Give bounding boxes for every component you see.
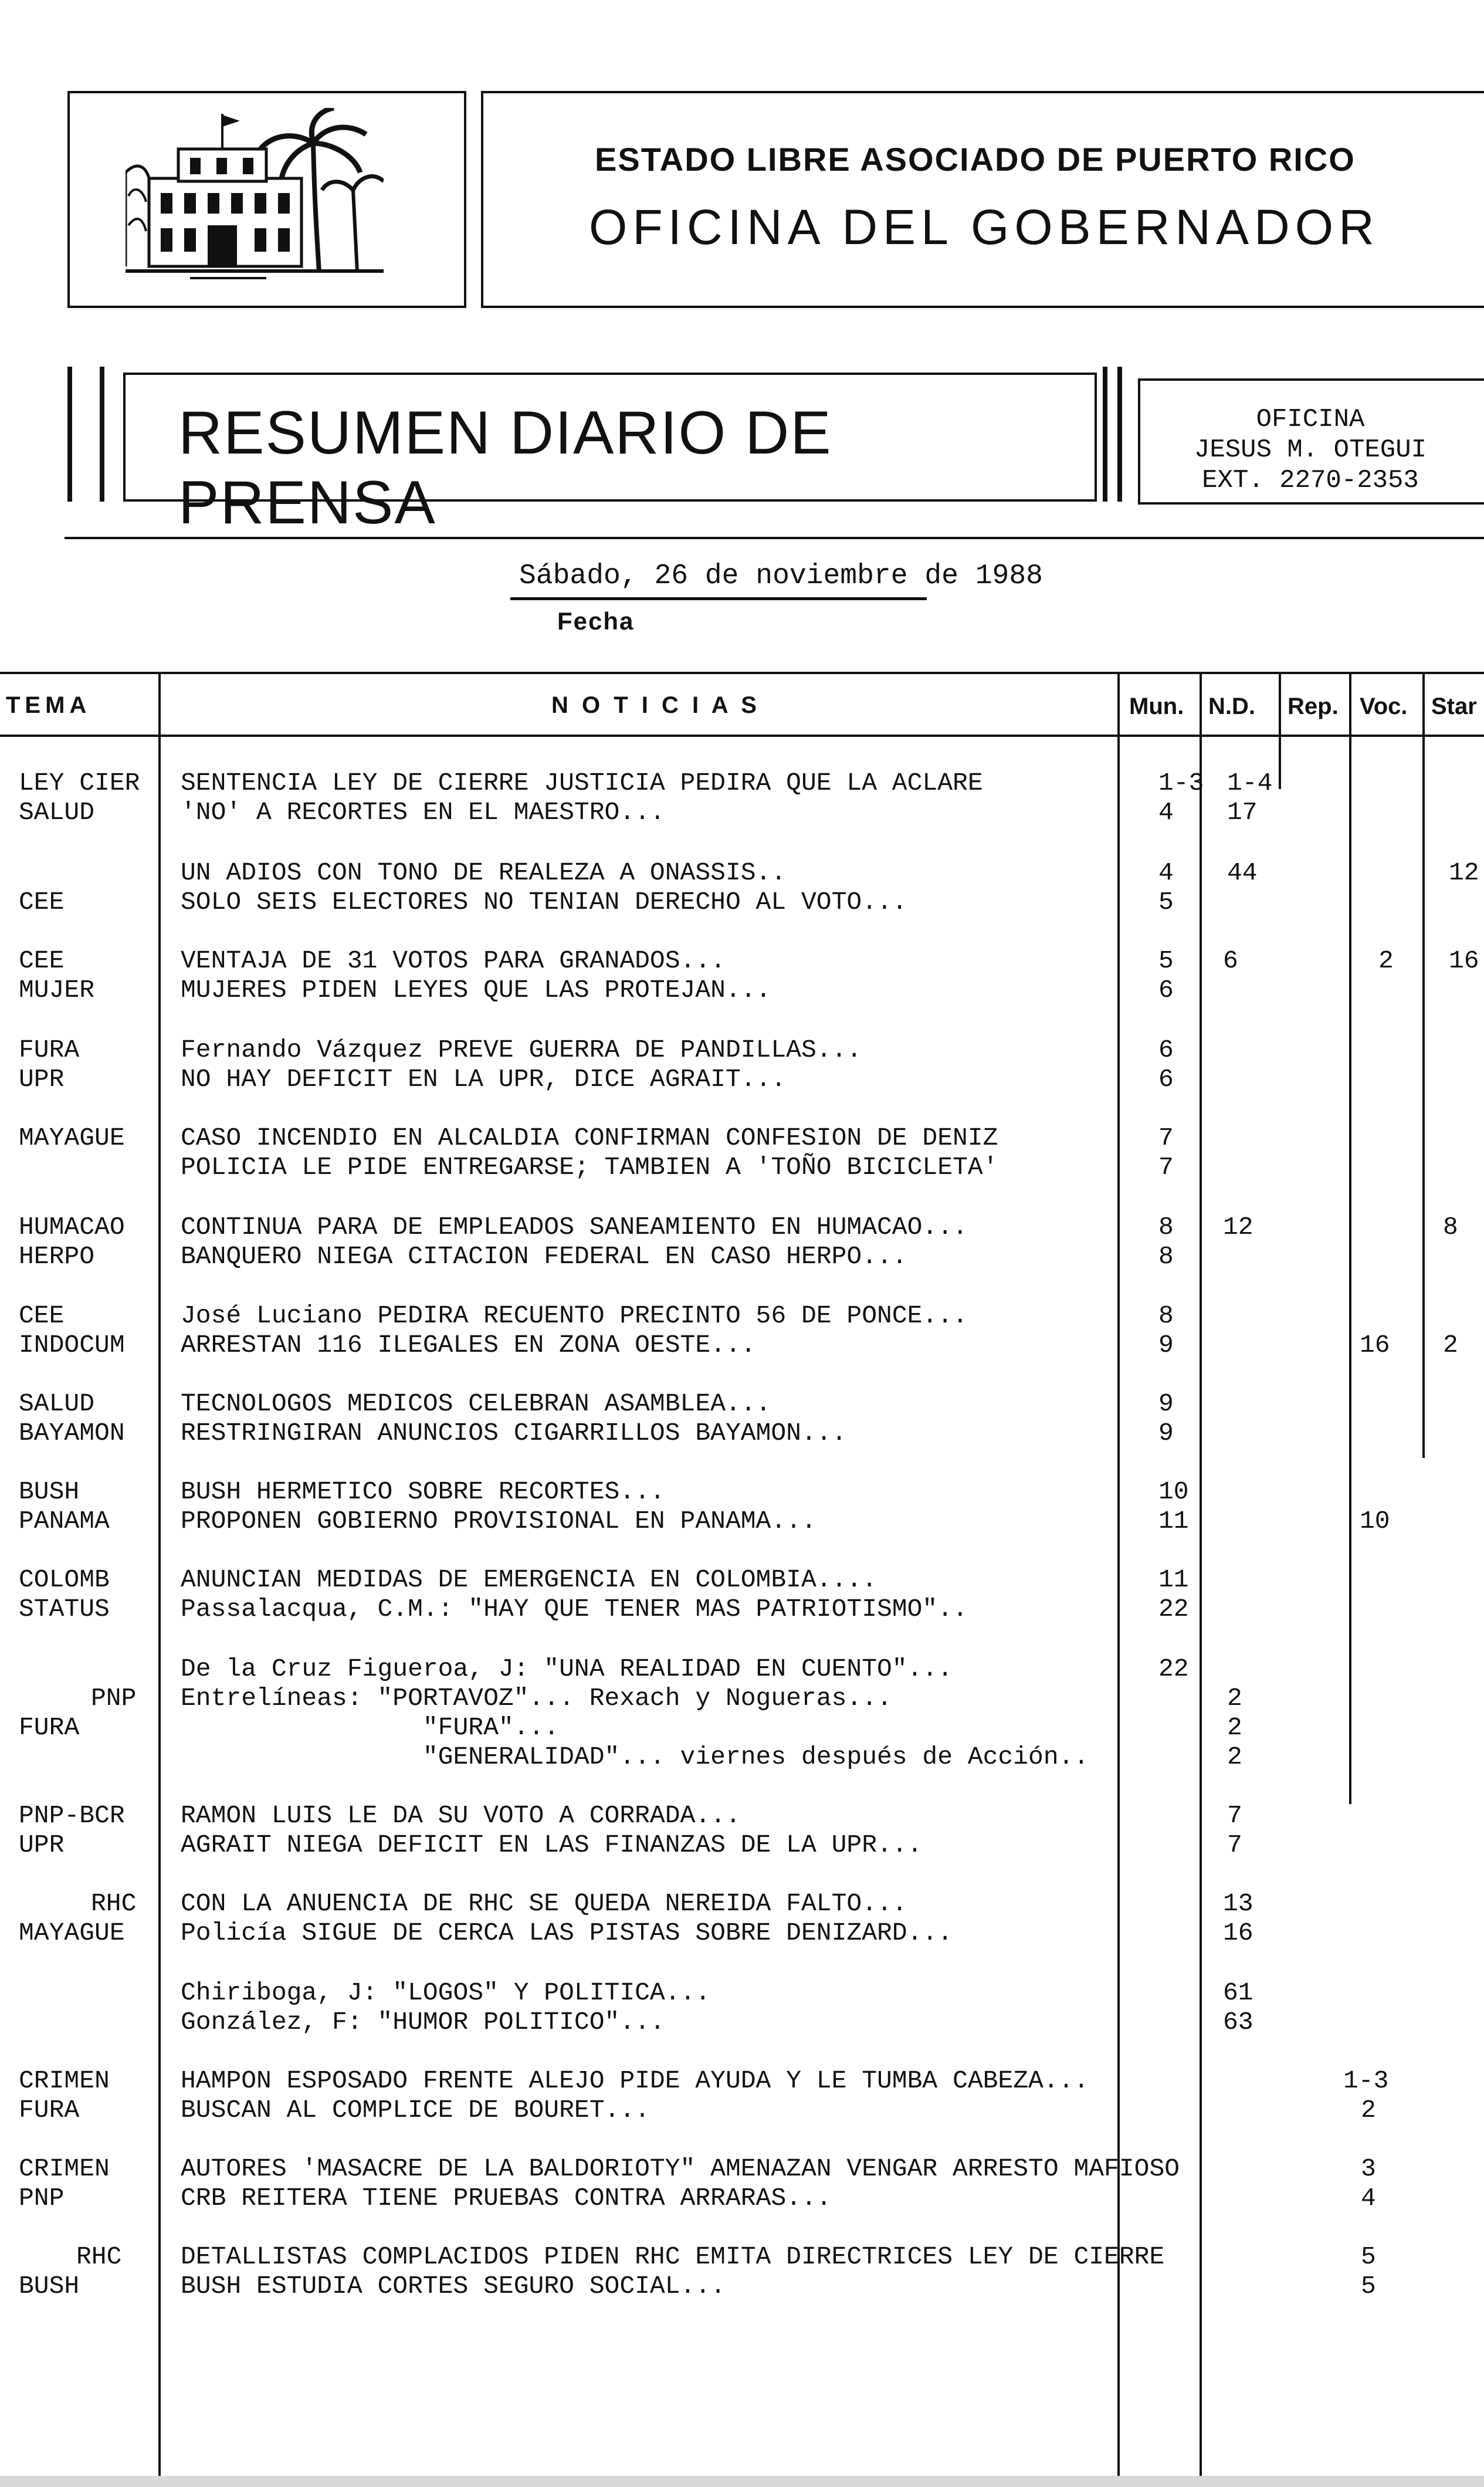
row-tema: UPR [19, 1065, 65, 1094]
table-row [0, 1507, 1484, 1536]
table-row [0, 946, 1484, 976]
row-nd: 12 [1223, 1213, 1253, 1241]
la-fortaleza-logo [126, 108, 384, 284]
row-voc: 10 [1360, 1507, 1390, 1535]
row-news: BANQUERO NIEGA CITACION FEDERAL EN CASO HERPO... [181, 1242, 907, 1271]
row-tema: STATUS [19, 1595, 110, 1623]
row-nd: 2 [1227, 1684, 1242, 1713]
row-mun: 7 [1158, 1153, 1174, 1182]
table-row [0, 1565, 1484, 1595]
row-tema: RHC [76, 2242, 122, 2271]
table-top-border [0, 672, 1484, 674]
row-nd: 17 [1227, 798, 1258, 827]
row-news: BUSCAN AL COMPLICE DE BOURET... [181, 2096, 650, 2124]
row-news: Entrelíneas: "PORTAVOZ"... Rexach y Nogueras... [181, 1684, 892, 1713]
row-tema: CEE [19, 1301, 65, 1330]
row-voc: 2 [1361, 2096, 1376, 2124]
table-row [0, 2272, 1484, 2301]
row-tema: FURA [19, 2096, 80, 2124]
row-voc: 5 [1361, 2242, 1376, 2271]
row-news: González, F: "HUMOR POLITICO"... [181, 2008, 665, 2036]
column-header-tema: TEMA [6, 692, 92, 718]
office-contact-box [1138, 378, 1484, 505]
logo-box [67, 91, 466, 308]
row-tema: PNP [91, 1684, 137, 1713]
government-name: ESTADO LIBRE ASOCIADO DE PUERTO RICO [595, 141, 1356, 178]
report-date: Sábado, 26 de noviembre de 1988 [519, 560, 1043, 592]
row-news: "FURA"... [181, 1713, 560, 1742]
row-tema: BUSH [19, 2272, 80, 2300]
row-mun: 5 [1158, 946, 1174, 975]
row-tema: HUMACAO [19, 1213, 125, 1241]
row-news: AUTORES 'MASACRE DE LA BALDORIOTY" AMENAZAN VENGAR ARRESTO MAFIOSO [181, 2154, 1180, 2183]
row-mun: 5 [1158, 888, 1174, 916]
row-tema: FURA [19, 1036, 80, 1064]
row-news: Chiriboga, J: "LOGOS" Y POLITICA... [181, 1978, 711, 2007]
row-news: De la Cruz Figueroa, J: "UNA REALIDAD EN CUENTO"... [181, 1654, 953, 1683]
title-box [123, 373, 1097, 537]
row-mun: 6 [1158, 1036, 1174, 1064]
table-row [0, 2008, 1484, 2037]
table-row [0, 1654, 1484, 1684]
table-row [0, 1918, 1484, 1948]
table-header-bottom-border [0, 735, 1484, 737]
row-tema: MUJER [19, 976, 95, 1004]
row-mun: 11 [1158, 1507, 1189, 1535]
title-border-left-b [100, 367, 104, 502]
page-title: RESUMEN DIARIO DE PRENSA [178, 399, 832, 537]
row-nd: 6 [1223, 946, 1238, 975]
table-row [0, 858, 1484, 888]
row-mun: 9 [1158, 1389, 1174, 1418]
table-row [0, 2096, 1484, 2125]
table-row [0, 976, 1484, 1005]
row-news: "GENERALIDAD"... viernes después de Acción.. [181, 1742, 1089, 1771]
row-mun: 8 [1158, 1301, 1174, 1330]
row-tema: FURA [19, 1713, 80, 1742]
row-news: CON LA ANUENCIA DE RHC SE QUEDA NEREIDA FALTO... [181, 1889, 907, 1918]
table-row [0, 1595, 1484, 1624]
row-nd: 16 [1223, 1918, 1253, 1947]
table-row [0, 2066, 1484, 2096]
row-tema: BAYAMON [19, 1419, 125, 1447]
government-header-box [481, 91, 1484, 308]
row-star: 16 [1449, 946, 1479, 975]
row-news: TECNOLOGOS MEDICOS CELEBRAN ASAMBLEA... [181, 1389, 771, 1418]
row-mun: 11 [1158, 1565, 1189, 1594]
table-row [0, 1124, 1484, 1153]
row-news: MUJERES PIDEN LEYES QUE LAS PROTEJAN... [181, 976, 771, 1004]
row-news: AGRAIT NIEGA DEFICIT EN LAS FINANZAS DE LA UPR... [181, 1830, 923, 1859]
row-tema: INDOCUM [19, 1331, 125, 1359]
row-nd: 13 [1223, 1889, 1253, 1918]
row-news: SOLO SEIS ELECTORES NO TENIAN DERECHO AL VOTO... [181, 888, 907, 916]
row-tema: PNP-BCR [19, 1801, 125, 1830]
table-row [0, 2154, 1484, 2184]
page-bottom-edge [0, 2476, 1484, 2487]
row-tema: CRIMEN [19, 2066, 110, 2095]
row-news: SENTENCIA LEY DE CIERRE JUSTICIA PEDIRA QUE LA ACLARE [181, 769, 983, 797]
row-news: RESTRINGIRAN ANUNCIOS CIGARRILLOS BAYAMON... [181, 1419, 847, 1447]
row-news: 'NO' A RECORTES EN EL MAESTRO... [181, 798, 665, 827]
row-tema: MAYAGUE [19, 1124, 125, 1152]
row-tema: UPR [19, 1830, 65, 1859]
row-tema: HERPO [19, 1242, 95, 1271]
header-divider [65, 537, 1484, 539]
row-news: UN ADIOS CON TONO DE REALEZA A ONASSIS.. [181, 858, 787, 887]
row-voc: 4 [1361, 2184, 1376, 2212]
row-voc: 3 [1361, 2154, 1376, 2183]
row-nd: 7 [1227, 1801, 1242, 1830]
table-row [0, 1242, 1484, 1271]
row-news: HAMPON ESPOSADO FRENTE ALEJO PIDE AYUDA Y LE TUMBA CABEZA... [181, 2066, 1089, 2095]
table-row [0, 1713, 1484, 1742]
row-news: RAMON LUIS LE DA SU VOTO A CORRADA... [181, 1801, 741, 1830]
table-row [0, 1889, 1484, 1918]
column-header-voc: Voc. [1360, 693, 1408, 719]
row-mun: 7 [1158, 1124, 1174, 1152]
table-row [0, 1742, 1484, 1772]
row-mun: 9 [1158, 1419, 1174, 1447]
row-tema: LEY CIER [19, 769, 140, 797]
table-row [0, 1389, 1484, 1419]
title-border-right-a [1103, 367, 1107, 502]
date-underline [510, 597, 927, 600]
row-news: Policía SIGUE DE CERCA LAS PISTAS SOBRE DENIZARD... [181, 1918, 953, 1947]
row-voc: 2 [1378, 946, 1394, 975]
table-row [0, 888, 1484, 917]
table-row [0, 1036, 1484, 1065]
row-voc: 1-3 [1343, 2066, 1389, 2095]
table-row [0, 798, 1484, 827]
row-news: Passalacqua, C.M.: "HAY QUE TENER MAS PATRIOTISMO".. [181, 1595, 968, 1623]
table-row [0, 769, 1484, 798]
row-tema: SALUD [19, 1389, 95, 1418]
office-name: OFICINA DEL GOBERNADOR [589, 199, 1380, 255]
row-mun: 6 [1158, 1065, 1174, 1094]
row-tema: RHC [91, 1889, 137, 1918]
row-star: 12 [1449, 858, 1479, 887]
title-border-left-a [67, 367, 72, 502]
table-row [0, 1419, 1484, 1448]
row-tema: CEE [19, 946, 65, 975]
row-voc: 16 [1360, 1331, 1390, 1359]
row-tema: MAYAGUE [19, 1918, 125, 1947]
row-mun: 22 [1158, 1595, 1189, 1623]
row-tema: CEE [19, 888, 65, 916]
table-row [0, 1301, 1484, 1331]
row-nd: 7 [1227, 1830, 1242, 1859]
row-mun: 1-3 [1158, 769, 1204, 797]
table-row [0, 1830, 1484, 1860]
row-nd: 61 [1223, 1978, 1253, 2007]
row-news: CONTINUA PARA DE EMPLEADOS SANEAMIENTO EN HUMACAO... [181, 1213, 968, 1241]
row-mun: 4 [1158, 858, 1174, 887]
row-news: DETALLISTAS COMPLACIDOS PIDEN RHC EMITA DIRECTRICES LEY DE CIERRE [181, 2242, 1165, 2271]
row-star: 2 [1443, 1331, 1458, 1359]
row-mun: 9 [1158, 1331, 1174, 1359]
row-tema: BUSH [19, 1477, 80, 1506]
table-row [0, 1331, 1484, 1360]
row-news: VENTAJA DE 31 VOTOS PARA GRANADOS... [181, 946, 726, 975]
column-header-star: Star [1431, 693, 1477, 719]
row-mun: 4 [1158, 798, 1174, 827]
table-row [0, 1684, 1484, 1713]
column-header-noticias: N O T I C I A S [551, 692, 760, 718]
row-news: ARRESTAN 116 ILEGALES EN ZONA OESTE... [181, 1331, 756, 1359]
row-nd: 1-4 [1227, 769, 1273, 797]
row-nd: 2 [1227, 1713, 1242, 1742]
row-news: ANUNCIAN MEDIDAS DE EMERGENCIA EN COLOMBIA.... [181, 1565, 877, 1594]
row-mun: 22 [1158, 1654, 1189, 1683]
table-row [0, 1801, 1484, 1830]
row-mun: 6 [1158, 976, 1174, 1004]
office-contact-name: JESUS M. OTEGUI [1194, 435, 1427, 465]
row-news: BUSH HERMETICO SOBRE RECORTES... [181, 1477, 665, 1506]
row-news: PROPONEN GOBIERNO PROVISIONAL EN PANAMA... [181, 1507, 816, 1535]
row-mun: 8 [1158, 1213, 1174, 1241]
row-tema: COLOMB [19, 1565, 110, 1594]
row-nd: 2 [1227, 1742, 1242, 1771]
row-tema: SALUD [19, 798, 95, 827]
date-label: Fecha [557, 607, 635, 635]
row-news: NO HAY DEFICIT EN LA UPR, DICE AGRAIT... [181, 1065, 787, 1094]
row-news: CASO INCENDIO EN ALCALDIA CONFIRMAN CONFESION DE DENIZ [181, 1124, 998, 1152]
table-row [0, 2184, 1484, 2213]
row-tema: PNP [19, 2184, 65, 2212]
title-border-right-b [1117, 367, 1122, 502]
row-tema: PANAMA [19, 1507, 110, 1535]
row-news: BUSH ESTUDIA CORTES SEGURO SOCIAL... [181, 2272, 726, 2300]
row-voc: 5 [1361, 2272, 1376, 2300]
table-row [0, 1213, 1484, 1242]
row-news: CRB REITERA TIENE PRUEBAS CONTRA ARRARAS... [181, 2184, 832, 2212]
row-tema: CRIMEN [19, 2154, 110, 2183]
row-mun: 8 [1158, 1242, 1174, 1271]
column-header-nd: N.D. [1208, 693, 1255, 719]
office-label: OFICINA [1256, 405, 1365, 434]
row-news: José Luciano PEDIRA RECUENTO PRECINTO 56 DE PONCE... [181, 1301, 968, 1330]
table-row [0, 1153, 1484, 1182]
office-extension: EXT. 2270-2353 [1202, 466, 1419, 495]
row-mun: 10 [1158, 1477, 1189, 1506]
table-row [0, 1477, 1484, 1507]
table-row [0, 1065, 1484, 1094]
table-row [0, 2242, 1484, 2272]
table-row [0, 1978, 1484, 2008]
column-header-rep: Rep. [1288, 693, 1339, 719]
row-nd: 44 [1227, 858, 1258, 887]
row-news: Fernando Vázquez PREVE GUERRA DE PANDILLAS... [181, 1036, 862, 1064]
row-star: 8 [1443, 1213, 1458, 1241]
column-header-mun: Mun. [1129, 693, 1184, 719]
row-news: POLICIA LE PIDE ENTREGARSE; TAMBIEN A 'TOÑO BICICLETA' [181, 1153, 998, 1182]
row-nd: 63 [1223, 2008, 1253, 2036]
